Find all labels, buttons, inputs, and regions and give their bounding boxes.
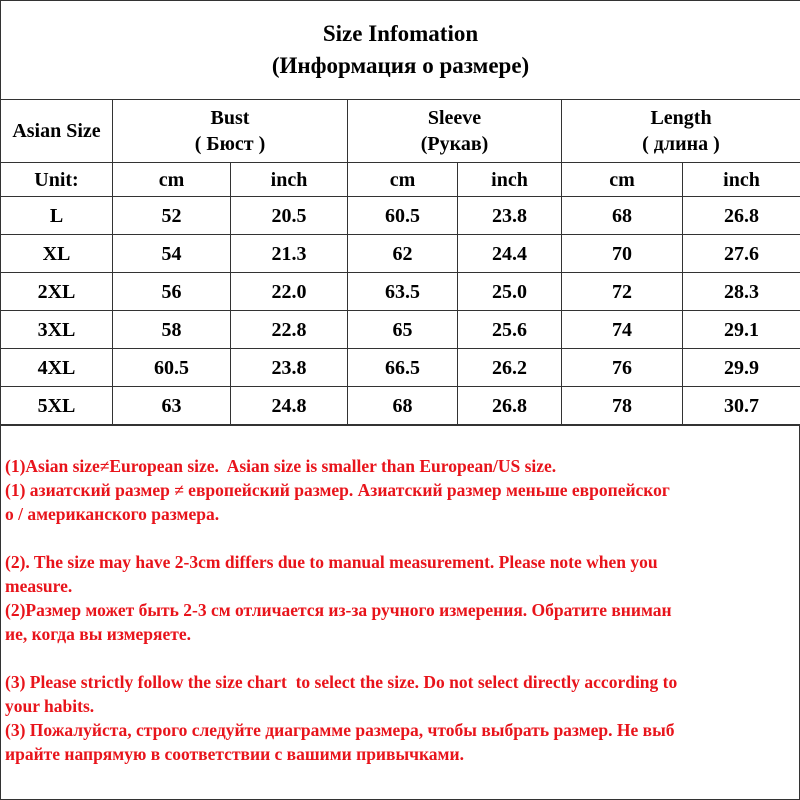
note-line: ие, когда вы измеряете.	[5, 624, 192, 644]
note-line: (1)Asian size≠European size. Asian size is smaller than European/US size.	[5, 456, 557, 476]
sleeve-cm-cell: 63.5	[348, 273, 458, 311]
length-cm-cell: 76	[562, 349, 683, 387]
size-cell: 5XL	[1, 387, 113, 425]
bust-cm-cell: 58	[113, 311, 231, 349]
note-line: (3) Please strictly follow the size chart to select the size. Do not select directly according to	[5, 672, 678, 692]
note-line: ирайте напрямую в соответствии с вашими привычками.	[5, 744, 464, 764]
size-cell: XL	[1, 235, 113, 273]
asian-size-header: Asian Size	[1, 100, 113, 163]
bust-inch-unit: inch	[231, 163, 348, 197]
length-inch-cell: 27.6	[683, 235, 800, 273]
size-cell: L	[1, 197, 113, 235]
page-title	[1, 1, 800, 100]
sleeve-cm-cell: 66.5	[348, 349, 458, 387]
bust-inch-cell: 23.8	[231, 349, 348, 387]
note-line: (1) азиатский размер ≠ европейский размер. Азиатский размер меньше европейског	[5, 480, 670, 500]
sleeve-cm-cell: 65	[348, 311, 458, 349]
table-row	[1, 349, 800, 387]
bust-inch-cell: 20.5	[231, 197, 348, 235]
table-row	[1, 235, 800, 273]
bust-cm-unit: cm	[113, 163, 231, 197]
length-cm-unit: cm	[562, 163, 683, 197]
bust-cm-cell: 56	[113, 273, 231, 311]
note-line: measure.	[5, 576, 73, 596]
sleeve-inch-cell: 24.4	[458, 235, 562, 273]
bust-header	[113, 100, 348, 163]
sleeve-header-russian: (Рукав)	[420, 133, 489, 155]
sleeve-cm-cell: 60.5	[348, 197, 458, 235]
length-inch-cell: 28.3	[683, 273, 800, 311]
bust-inch-cell: 22.0	[231, 273, 348, 311]
note-line: your habits.	[5, 696, 95, 716]
table-row	[1, 311, 800, 349]
bust-header-english: Bust	[210, 107, 250, 129]
column-header-row	[1, 100, 800, 163]
note-line: (3) Пожалуйста, строго следуйте диаграмме размера, чтобы выбрать размер. Не выб	[5, 720, 675, 740]
sleeve-inch-cell: 23.8	[458, 197, 562, 235]
note-line: о / американского размера.	[5, 504, 220, 524]
size-cell: 2XL	[1, 273, 113, 311]
sleeve-inch-cell: 26.2	[458, 349, 562, 387]
length-header-english: Length	[650, 107, 712, 129]
bust-cm-cell: 63	[113, 387, 231, 425]
length-cm-cell: 68	[562, 197, 683, 235]
note-spacer	[5, 646, 795, 670]
bust-inch-cell: 21.3	[231, 235, 348, 273]
table-row	[1, 273, 800, 311]
sleeve-header-english: Sleeve	[427, 107, 482, 129]
bust-cm-cell: 52	[113, 197, 231, 235]
length-inch-cell: 29.1	[683, 311, 800, 349]
length-inch-cell: 26.8	[683, 197, 800, 235]
note-spacer	[5, 526, 795, 550]
sleeve-inch-unit: inch	[458, 163, 562, 197]
unit-label: Unit:	[1, 163, 113, 197]
note-line: (2)Размер может быть 2-3 см отличается из-за ручного измерения. Обратите вниман	[5, 600, 672, 620]
length-inch-cell: 30.7	[683, 387, 800, 425]
title-line-english: Size Infomation	[322, 21, 479, 46]
sleeve-inch-cell: 25.0	[458, 273, 562, 311]
note-line: (2). The size may have 2-3cm differs due to manual measurement. Please note when you	[5, 552, 658, 572]
sleeve-header	[348, 100, 562, 163]
bust-header-russian: ( Бюст )	[194, 133, 266, 155]
title-row	[1, 1, 800, 100]
size-cell: 3XL	[1, 311, 113, 349]
sleeve-cm-cell: 62	[348, 235, 458, 273]
size-cell: 4XL	[1, 349, 113, 387]
sleeve-cm-cell: 68	[348, 387, 458, 425]
bust-cm-cell: 54	[113, 235, 231, 273]
length-inch-cell: 29.9	[683, 349, 800, 387]
length-cm-cell: 72	[562, 273, 683, 311]
length-cm-cell: 78	[562, 387, 683, 425]
bust-inch-cell: 22.8	[231, 311, 348, 349]
sleeve-inch-cell: 26.8	[458, 387, 562, 425]
notes-section	[0, 425, 800, 800]
title-line-russian: (Информация о размере)	[271, 53, 530, 78]
length-inch-unit: inch	[683, 163, 800, 197]
sleeve-inch-cell: 25.6	[458, 311, 562, 349]
length-cm-cell: 70	[562, 235, 683, 273]
length-cm-cell: 74	[562, 311, 683, 349]
length-header-russian: ( длина )	[642, 133, 720, 155]
table-row	[1, 197, 800, 235]
unit-row	[1, 163, 800, 197]
table-row	[1, 387, 800, 425]
bust-inch-cell: 24.8	[231, 387, 348, 425]
length-header	[562, 100, 800, 163]
sleeve-cm-unit: cm	[348, 163, 458, 197]
bust-cm-cell: 60.5	[113, 349, 231, 387]
